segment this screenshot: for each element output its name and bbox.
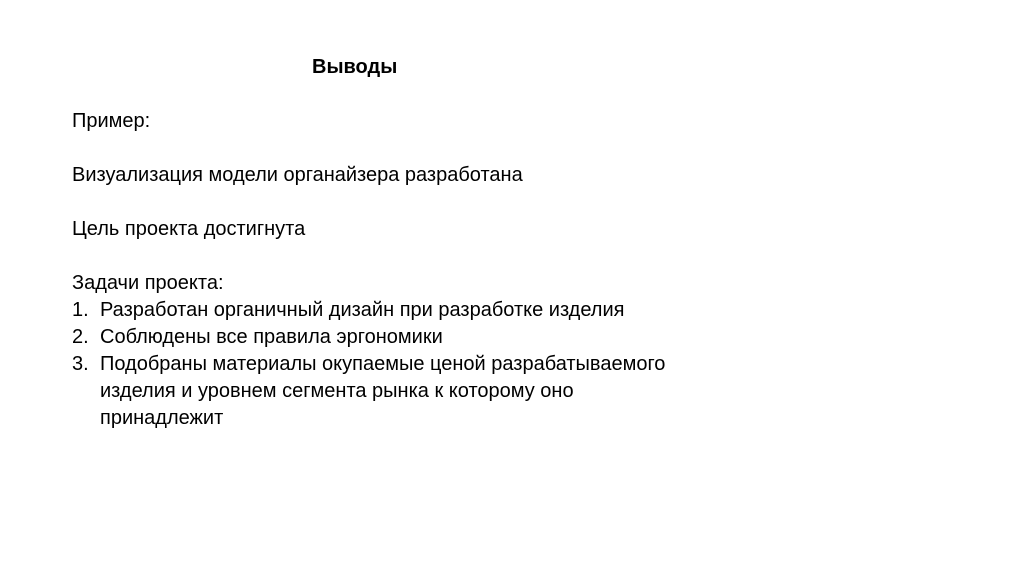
task-text: Разработан органичный дизайн при разработке изделия: [100, 299, 625, 321]
slide-title: Выводы: [312, 56, 398, 78]
task-text: Подобраны материалы окупаемые ценой разрабатываемого изделия и уровнем сегмента рынка к которому оно принадлежит: [100, 353, 666, 429]
task-number: 3.: [72, 353, 89, 375]
task-item: [72, 324, 692, 351]
task-text: Соблюдены все правила эргономики: [100, 326, 443, 348]
example-label: Пример:: [72, 110, 151, 132]
slide-body: [72, 108, 692, 432]
spacer: [72, 189, 692, 216]
spacer: [72, 135, 692, 162]
conclusion-goal: Цель проекта достигнута: [72, 218, 306, 240]
tasks-heading: Задачи проекта:: [72, 272, 224, 294]
spacer: [72, 243, 692, 270]
task-number: 2.: [72, 326, 89, 348]
task-item: [72, 297, 692, 324]
conclusion-visualization: Визуализация модели органайзера разработана: [72, 164, 523, 186]
task-item: [72, 351, 692, 432]
task-list: [72, 297, 692, 432]
task-number: 1.: [72, 299, 89, 321]
